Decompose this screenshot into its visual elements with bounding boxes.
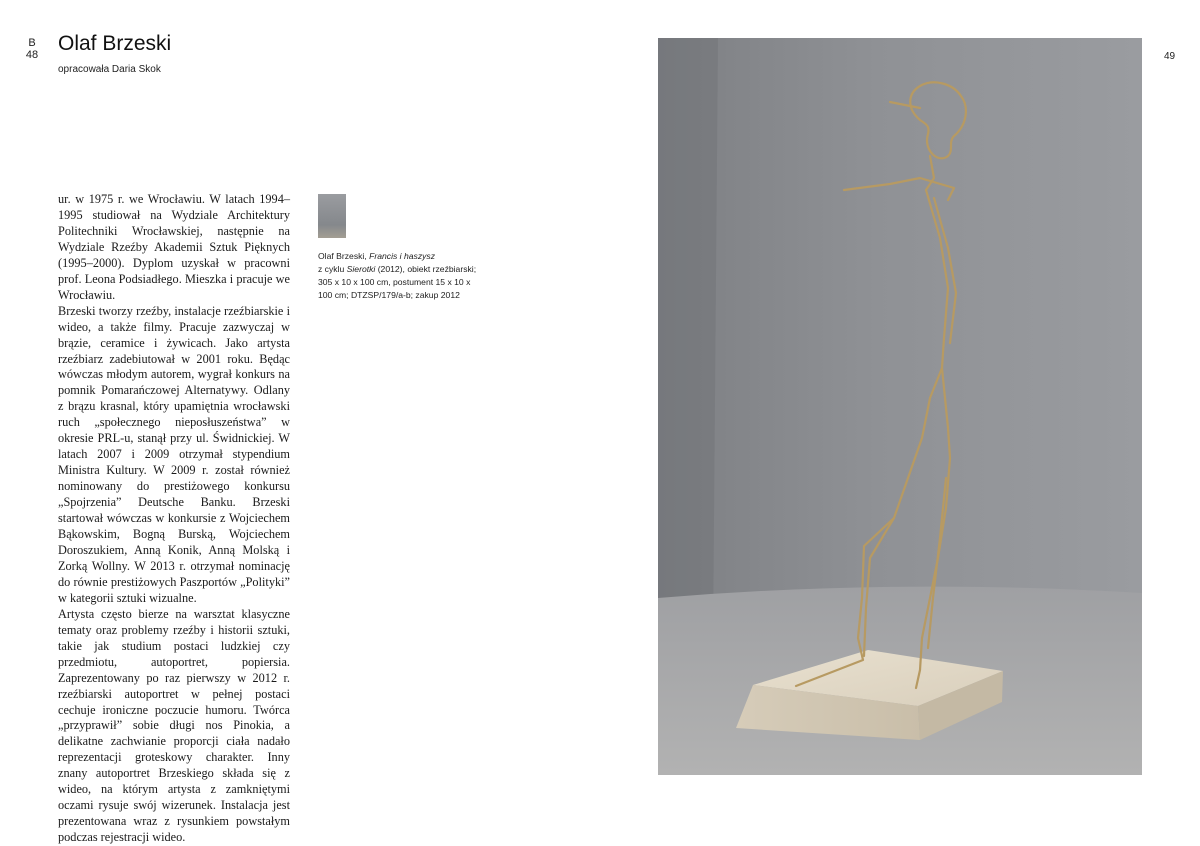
caption-title: Francis i haszysz [369, 251, 436, 261]
artist-name-heading: Olaf Brzeski [58, 32, 172, 55]
bio-paragraph: Brzeski tworzy rzeźby, instalacje rzeźbiarskie i wideo, a także filmy. Pracuje zazwyczaj w brązie, ceramice i żywicach. Jako artysta rzeźbiarz zadebiutował w 2001 roku. Będąc wówczas młodym autorem, wygrał konkurs na pomnik Pomarańczowej Alternatywy. Odlany z brązu krasnal, który upamiętnia wrocławski ruch „społecznego nieposłuszeństwa” w okresie PRL-u, stanął przy ul. Świdnickiej. W latach 2007 i 2009 otrzymał stypendium Ministra Kultury. W 2009 r. został również nominowany do prestiżowego konkursu „Spojrzenia” Deutsche Banku. Brzeski startował wówczas w konkursie z Wojciechem Bąkowskim, Bogną Burską, Wojciechem Doroszukiem, Anną Konik, Anną Molską i Zorką Wollny. W 2013 r. otrzymał nominację do równie prestiżowych Paszportów „Polityki” w kategorii sztuki wizualne. [58, 303, 290, 605]
right-page-number: 49 [1164, 51, 1176, 62]
caption-line-2-rest: (2012), obiekt rzeźbiarski; [375, 264, 477, 274]
author-credit: opracowała Daria Skok [58, 64, 161, 75]
section-letter: B [28, 37, 36, 49]
section-marker [25, 37, 39, 61]
caption-line-4: 100 cm; DTZSP/179/a-b; zakup 2012 [318, 290, 460, 300]
artwork-thumbnail [318, 194, 346, 238]
caption-cycle: Sierotki [346, 264, 376, 274]
artist-biography [58, 192, 290, 846]
caption-line-1 [318, 250, 486, 263]
sculpture-photograph [658, 38, 1142, 775]
bio-paragraph: Artysta często bierze na warsztat klasyczne tematy oraz problemy rzeźby i historii sztuki, takie jak studium postaci ludzkiej czy przedmiotu, autoportret, popiersia. Zaprezentowany po raz pierwszy w 2012 r. rzeźbiarski autoportret w pełnej postaci cechuje ironiczne poczucie humoru. Twórca „przyprawił” sobie długi nos Pinokia, a delikatne zachwianie proporcji ciała nadało reprezentacji groteskowy charakter. Inny znany autoportret Brzeskiego składa się z wideo, na którym artysta z zamkniętymi oczami rysuje swój wizerunek. Instalacja jest prezentowana wraz z rysunkiem powstałym podczas rejestracji wideo. [58, 606, 290, 845]
left-page-number: 48 [25, 49, 39, 61]
caption-line-3: 305 x 10 x 100 cm, postument 15 x 10 x [318, 277, 471, 287]
bio-paragraph: ur. w 1975 r. we Wrocławiu. W latach 1994–1995 studiował na Wydziale Architektury Politechniki Wrocławskiej, następnie na Wydziale Rzeźby Akademii Sztuk Pięknych (1995–2000). Dyplom uzyskał w pracowni prof. Leona Podsiadłego. Mieszka i pracuje we Wrocławiu. [58, 192, 290, 302]
wall-shadow-left [658, 38, 718, 658]
artwork-caption [318, 250, 486, 302]
caption-cycle-prefix: z cyklu [318, 264, 347, 274]
caption-line-2 [318, 263, 486, 276]
caption-artist: Olaf Brzeski, [318, 251, 370, 261]
gallery-wall [658, 38, 1142, 598]
